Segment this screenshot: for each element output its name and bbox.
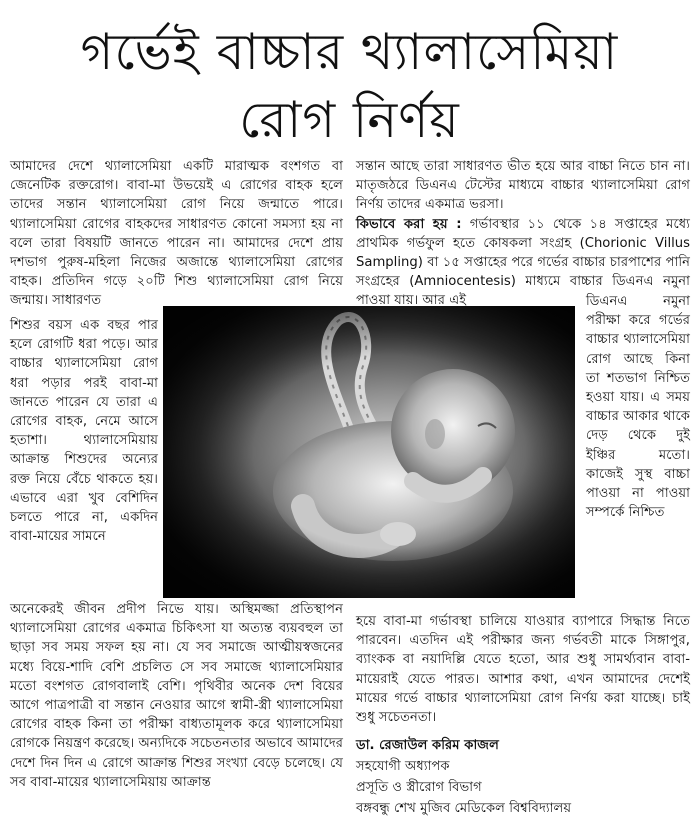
author-title: সহযোগী অধ্যাপক [356,759,450,774]
paragraph: হয়ে বাবা-মা গর্ভাবস্থা চালিয়ে যাওয়ার ব্যাপারে সিদ্ধান্ত নিতে পারবেন। এতদিন এই পরীক্ষার জন্য গর্ভবতী মাকে সিঙ্গাপুর, ব্যাংকক বা নয়াদিল্লি যেতে হতো, আর শুধু সামর্থ্যবান বাবা-মায়েরাই যেতে পারত। আশার কথা, এখন আমাদের দেশেই মায়ের গর্ভে বাচ্চার থ্যালাসেমিয়া রোগ নির্ণয় করা যাচ্ছে। চাই শুধু সচেতনতা। [356,614,690,726]
paragraph: অনেকেরই জীবন প্রদীপ নিভে যায়। অস্থিমজ্জা প্রতিস্থাপন থ্যালাসেমিয়া রোগের একমাত্র চিকিৎসা যা অত্যন্ত ব্যয়বহুল তা ছাড়া সব সময় সফল হয় না। যে সব সমাজে আত্মীয়স্বজনের মধ্যে বিয়ে-শাদি বেশি প্রচলিত সে সব সমাজে থ্যালাসেমিয়ার মতো বংশগত রোগবালাই বেশি। পৃথিবীর অনেক দেশ বিয়ের আগে পাত্রপাত্রী বা সন্তান নেওয়ার আগে স্বামী-স্ত্রী থ্যালাসেমিয়া রোগের বাহক কিনা তা পরীক্ষা বাধ্যতামূলক করে থ্যালাসেমিয়া রোগকে নিয়ন্ত্রণ করেছে। অন্যদিকে সচেতনতার অভাবে আমাদের দেশে দিন দিন এ রোগে আক্রান্ত শিশুর সংখ্যা বেড়ে চলেছে। যে সব বাবা-মায়ের থ্যালাসেমিয়ায় আক্রান্ত [10,602,344,790]
left-column-wrap [10,316,158,546]
left-column-bottom [10,600,343,792]
right-column-wrap [586,292,690,522]
paragraph: সন্তান আছে তারা সাধারণত ভীত হয়ে আর বাচ্চা নিতে চান না। মাতৃজঠরে ডিএনএ টেস্টের মাধ্যমে বাচ্চার থ্যালাসেমিয়া রোগ নির্ণয় তাদের একমাত্র ভরসা। [356,159,690,213]
headline-line-2: রোগ নির্ণয় [239,91,460,149]
paragraph: শিশুর বয়স এক বছর পার হলে রোগটি ধরা পড়ে। আর বাচ্চার থ্যালাসেমিয়া রোগ ধরা পড়ার পরই বাবা-মা জানতে পারেন যে তারা এ রোগের বাহক, নেমে আসে হতাশা। থ্যালাসেমিয়ায় আক্রান্ত শিশুদের অন্যের রক্ত নিয়ে বেঁচে থাকতে হয়। এভাবে এরা খুব বেশিদিন চলতে পারে না, একদিন বাবা-মায়ের সামনে [10,318,158,545]
author-institution: বঙ্গবন্ধু শেখ মুজিব মেডিকেল বিশ্ববিদ্যালয় [356,801,572,816]
fetus-illustration [163,306,575,598]
method-text: গর্ভাবস্থার ১১ থেকে ১৪ সপ্তাহের মধ্যে প্রাথমিক গর্ভফুল হতে কোষকলা সংগ্রহ (Chorionic Villus Sampling) বা ১৫ সপ্তাহের পরে গর্ভের বাচ্চার চারপাশের পানি সংগ্রহের (Amniocentesis) মাধ্যমে বাচ্চার ডিএনএ নমুনা পাওয়া যায়। আর এই [356,216,690,309]
fetus-photo [163,306,575,598]
paragraph: আমাদের দেশে থ্যালাসেমিয়া একটি মারাত্মক বংশগত বা জেনেটিক রক্তরোগ। বাবা-মা উভয়েই এ রোগের বাহক হলে তাদের সন্তান থ্যালাসেমিয়া রোগ নিয়ে জন্মাতে পারে। থ্যালাসেমিয়া রোগের বাহকদের সাধারণত কোনো সমস্যা হয় না বলে তারা বিষয়টি জানতে পারেন না। আমাদের দেশে প্রায় দশভাগ পুরুষ-মহিলা নিজের অজান্তে থ্যালাসেমিয়া রোগের বাহক। প্রতিদিন গড়ে ২০টি শিশু থ্যালাসেমিয়া রোগ নিয়ে জন্মায়। সাধারণত [10,159,343,309]
author-signature [356,735,690,819]
left-column-top [10,157,343,311]
author-department: প্রসূতি ও স্ত্রীরোগ বিভাগ [356,780,482,795]
paragraph: ডিএনএ নমুনা পরীক্ষা করে গর্ভের বাচ্চার থ্যালাসেমিয়া রোগ আছে কিনা তা শতভাগ নিশ্চিত হওয়া যায়। এ সময় বাচ্চার আকার থাকে দেড় থেকে দুই ইঞ্চির মতো। কাজেই সুস্থ বাচ্চা পাওয়া না পাওয়া সম্পর্কে নিশ্চিত [586,294,690,521]
right-column-bottom [356,612,690,727]
how-it-is-done-label: কিভাবে করা হয় : [356,216,462,232]
author-name: ডা. রেজাউল করিম কাজল [356,738,499,753]
headline-line-1: গর্ভেই বাচ্চার থ্যালাসেমিয়া [80,23,619,81]
right-column-top [356,157,690,311]
